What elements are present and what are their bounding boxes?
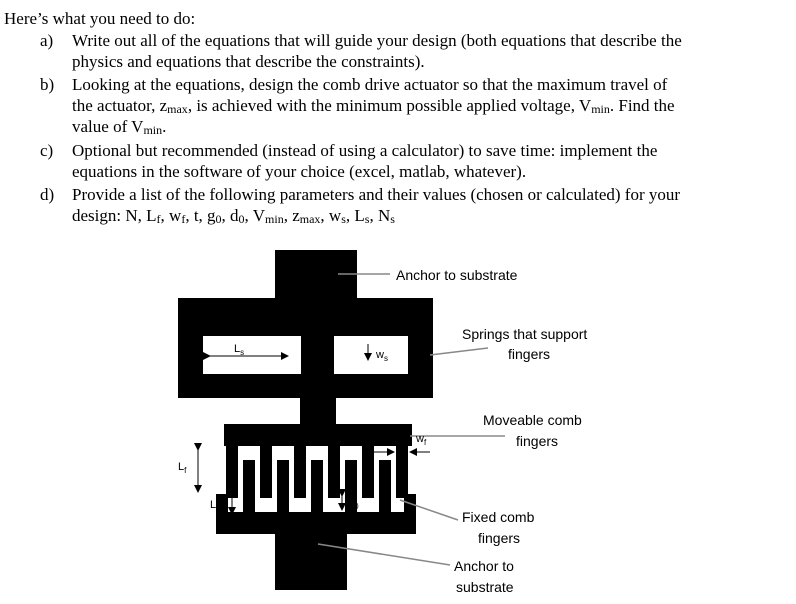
wf-label: $w_f$ <box>416 433 427 447</box>
task-b-line-2 <box>72 95 780 116</box>
fixed-comb-side-right <box>404 494 416 534</box>
bottom-anchor <box>275 534 347 590</box>
fixed-finger <box>379 460 391 512</box>
g0-label: $g_0$ <box>348 497 359 511</box>
task-a-letter: a) <box>40 31 54 50</box>
moveable-finger <box>328 446 340 498</box>
label-moveable-2: fingers <box>516 433 559 449</box>
task-c-letter: c) <box>40 141 54 160</box>
task-d-t7: , w <box>320 206 342 225</box>
lf-outer-label: $L_f$ <box>178 461 187 475</box>
moveable-finger <box>226 446 238 498</box>
task-d-s1: f <box>156 212 161 226</box>
fixed-finger <box>277 460 289 512</box>
intro-text: Here’s what you need to do: <box>4 9 196 28</box>
task-c-line-2: equations in the software of your choice (excel, matlab, whatever). <box>72 162 527 181</box>
task-c-line-1: Optional but recommended (instead of using a calculator) to save time: implement the <box>72 141 658 160</box>
ws-label: $w_s$ <box>376 349 388 363</box>
spring-slot-left <box>203 336 301 374</box>
task-d-t3: , t, g <box>185 206 216 225</box>
task-d-s9: s <box>390 212 395 226</box>
moveable-finger <box>362 446 374 498</box>
task-a-line-1: Write out all of the equations that will guide your design (both equations that describe the <box>72 31 682 50</box>
task-d-t9: , N <box>369 206 391 225</box>
task-b-zmax-sub: max <box>167 102 188 116</box>
leader-springs <box>430 348 488 355</box>
spring-slot-right <box>334 336 408 374</box>
task-d <box>40 184 780 226</box>
shuttle-stem <box>300 398 336 424</box>
task-d-s5: min <box>265 212 284 226</box>
fixed-finger <box>243 460 255 512</box>
moveable-finger <box>294 446 306 498</box>
label-anchor-bottom-1: Anchor to <box>454 558 514 574</box>
label-springs-1: Springs that support <box>462 326 588 342</box>
moveable-comb-backbone <box>224 424 412 446</box>
task-d-letter: d) <box>40 185 55 204</box>
task-d-s6: max <box>299 212 321 226</box>
task-b-value-sub: min <box>143 123 163 137</box>
task-d-s2: f <box>181 212 186 226</box>
fixed-finger <box>311 460 323 512</box>
top-bar <box>178 298 433 336</box>
label-springs-2: fingers <box>508 346 551 362</box>
task-d-t4: , d <box>221 206 239 225</box>
task-d-line-1: Provide a list of the following parameters and their values (chosen or calculated) for your <box>72 185 681 204</box>
fixed-comb-backbone <box>216 512 416 534</box>
label-anchor-bottom-2: substrate <box>456 579 514 595</box>
lf-inner-label: $L_f$ <box>210 499 219 513</box>
task-a-line-2: physics and equations that describe the constraints). <box>72 52 425 71</box>
task-d-t8: , L <box>345 206 365 225</box>
task-b-vmin-sub: min <box>591 102 610 116</box>
task-c <box>40 140 780 182</box>
task-b-period: . <box>162 117 167 136</box>
ls-label: $L_s$ <box>234 343 245 357</box>
moveable-finger <box>260 446 272 498</box>
comb-drive-diagram <box>0 240 796 604</box>
task-b-letter: b) <box>40 75 55 94</box>
spring-center-stem <box>301 336 334 374</box>
task-d-line-2 <box>72 205 780 226</box>
task-d-t1: design: N, L <box>72 206 157 225</box>
label-fixed-1: Fixed comb <box>462 509 535 525</box>
task-d-s3: 0 <box>215 212 222 226</box>
task-b <box>40 74 780 137</box>
label-moveable-1: Moveable comb <box>483 412 582 428</box>
task-d-t6: , z <box>283 206 300 225</box>
task-b-vmin-text: , is achieved with the minimum possible applied voltage, V <box>187 96 592 115</box>
task-a <box>40 30 780 72</box>
spring-lower-bar <box>178 374 433 398</box>
task-b-line-3 <box>72 116 780 137</box>
task-b-value-text: value of V <box>72 117 144 136</box>
moveable-finger <box>396 446 408 498</box>
task-d-s7: s <box>341 212 346 226</box>
task-b-zmax-text: the actuator, z <box>72 96 168 115</box>
task-d-s4: 0 <box>238 212 245 226</box>
task-d-t5: , V <box>244 206 266 225</box>
task-d-s8: s <box>364 212 370 226</box>
label-fixed-2: fingers <box>478 530 521 546</box>
task-b-find-text: . Find the <box>609 96 675 115</box>
fixed-comb-side-left <box>216 494 228 534</box>
task-b-line-1: Looking at the equations, design the comb drive actuator so that the maximum travel of <box>72 75 668 94</box>
label-anchor-top: Anchor to substrate <box>396 267 518 283</box>
task-d-t2: , w <box>160 206 182 225</box>
